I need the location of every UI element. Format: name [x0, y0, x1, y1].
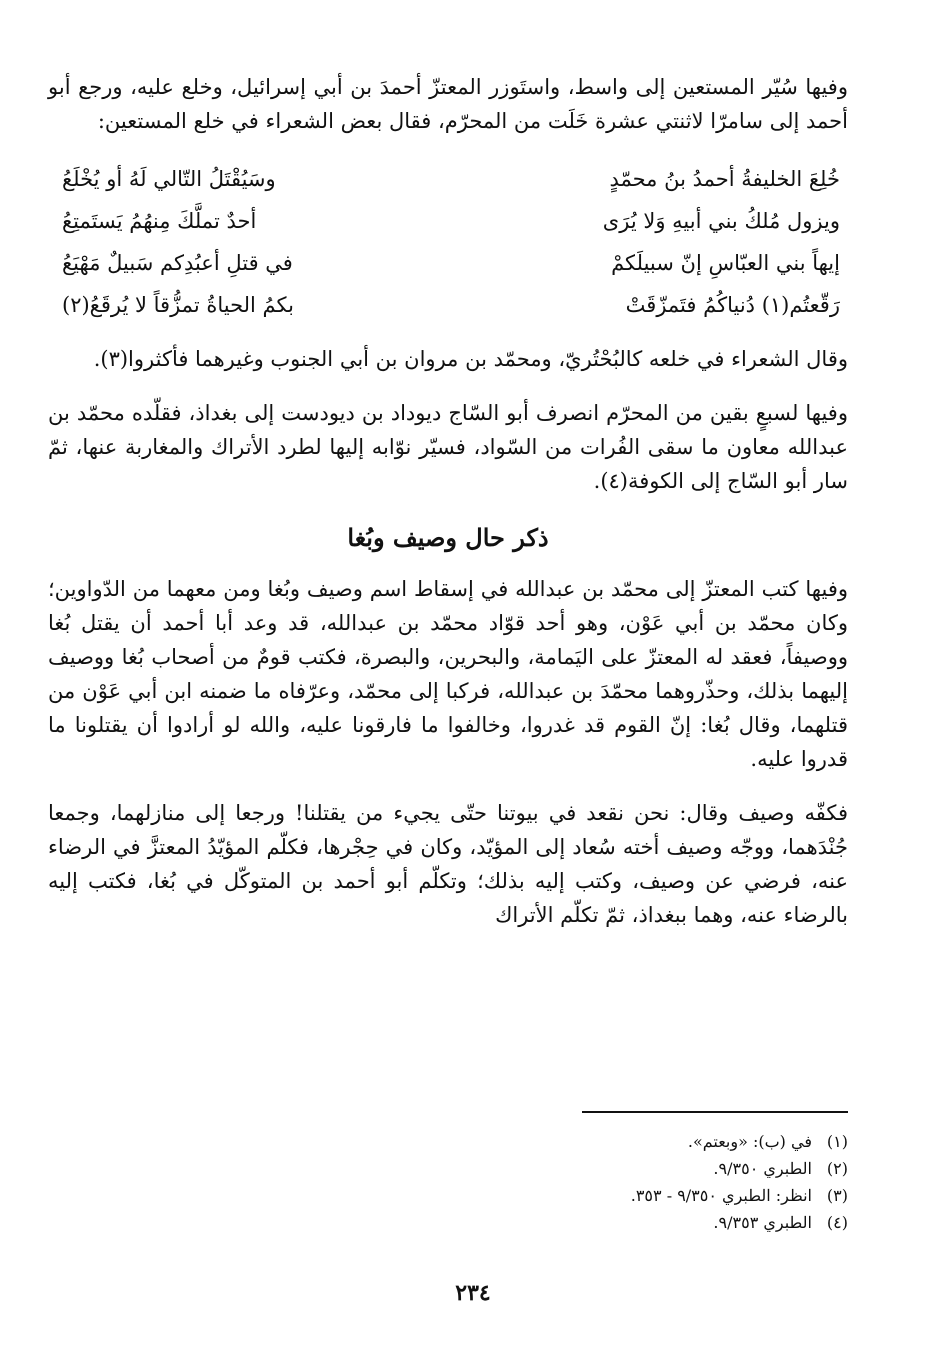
paragraph: وفيها سُيّر المستعين إلى واسط، واستَوزر المعتزّ أحمدَ بن أبي إسرائيل، وخلع عليه، ورجع أبو أحمد إلى سامرّا لاثنتي عشرة خَلَت من المحرّم، فقال بعض الشعراء في خلع المستعين:: [48, 75, 848, 133]
footnote: [348, 1209, 848, 1236]
footnote-number: (١): [826, 1132, 848, 1151]
poem-second-hemistich: وسَيُقْتَلُ التّالي لَهُ أو يُخْلَعُ: [62, 167, 276, 191]
footnote-number: (٣): [826, 1186, 848, 1205]
poem: [48, 158, 848, 326]
poem-first-hemistich: رَقّعتُم(١) دُنياكُمُ فتَمزّقَتْ: [625, 293, 840, 317]
footnote-number: (٢): [826, 1159, 848, 1178]
footnote: [348, 1155, 848, 1182]
poem-first-hemistich: خُلِعَ الخليفةُ أحمدُ بنُ محمّدٍ: [609, 167, 840, 191]
poem-second-hemistich: أحدٌ تملَّكَ مِنهُمُ يَستَمتِعُ: [62, 209, 257, 233]
paragraph: فكفّه وصيف وقال: نحن نقعد في بيوتنا حتّى يجيء من يقتلنا! ورجعا إلى منازلهما، وجمعا جُنْدَهما، ووجّه وصيف أخته سُعاد إلى المؤيّد، وكان في حِجْرها، فكلّم المؤيّدُ المعتزَّ في الرضاء عنه، فرضي عن وصيف، وكتب إليه بذلك؛ وتكلّم أبو أحمد بن المتوكّل في بُغا، فكتب إليه بالرضاء عنه، وهما ببغداذ، ثمّ تكلّم الأتراك: [48, 801, 848, 927]
footnote-number: (٤): [826, 1213, 848, 1232]
poem-second-hemistich: في قتلِ أعبُدِكم سَبيلٌ مَهْيَعُ: [62, 251, 293, 275]
footnote-text: الطبري ٩/٣٥٠.: [713, 1159, 812, 1178]
poem-second-hemistich: بكمُ الحياةُ تمزُّقاً لا يُرقَعُ(٢): [62, 293, 294, 317]
section-heading: ذكر حال وصيف وبُغا: [347, 523, 549, 552]
footnote: [348, 1182, 848, 1209]
page-number: ٢٣٤: [455, 1280, 491, 1306]
page-body: [48, 70, 848, 952]
poem-verse: [48, 200, 848, 242]
poem-verse: [48, 158, 848, 200]
footnote: [348, 1128, 848, 1155]
footnote-text: الطبري ٩/٣٥٣.: [713, 1213, 812, 1232]
footnote-separator: [582, 1111, 848, 1113]
paragraph: وقال الشعراء في خلعه كالبُحْتُريّ، ومحمّد بن مروان بن أبي الجنوب وغيرهما فأكثروا(٣).: [93, 347, 848, 371]
poem-first-hemistich: إيهاً بني العبّاسِ إنّ سبيلَكمْ: [611, 251, 840, 275]
footnote-text: في (ب): «وبعتم».: [687, 1132, 812, 1151]
poem-verse: [48, 242, 848, 284]
footnote-text: انظر: الطبري ٩/٣٥٠ - ٣٥٣.: [630, 1186, 812, 1205]
paragraph: وفيها لسبعٍ بقين من المحرّم انصرف أبو السّاج ديوداد بن ديودست إلى بغداذ، فقلّده محمّد بن عبدالله معاون ما سقى الفُرات من السّواد، فسيّر نوّابه إليها لطرد الأتراك والمغاربة عنها، ثمّ سار أبو السّاج إلى الكوفة(٤).: [48, 401, 848, 493]
footnotes: [348, 1128, 848, 1236]
paragraph: وفيها كتب المعتزّ إلى محمّد بن عبدالله في إسقاط اسم وصيف وبُغا ومن معهما من الدّواوين؛ وكان محمّد بن أبي عَوْن، وهو أحد قوّاد محمّد بن عبدالله، قد وعد أبا أحمد أن يقتل بُغا ووصيفاً، فعقد له المعتزّ على اليَمامة، والبحرين، والبصرة، فكتب قومٌ من أصحاب بُغا ووصيف إليهما بذلك، وحذّروهما محمّدَ بن عبدالله، فركبا إلى محمّد، وعرّفاه ما ضمنه ابن أبي عَوْن من قتلهما، وقال بُغا: إنّ القوم قد غدروا، وخالفوا ما فارقونا عليه، والله لو أرادوا أن يقتلونا ما قدروا عليه.: [48, 577, 848, 771]
poem-first-hemistich: ويزول مُلكُ بني أبيهِ وَلا يُرَى: [602, 209, 840, 233]
poem-verse: [48, 284, 848, 326]
